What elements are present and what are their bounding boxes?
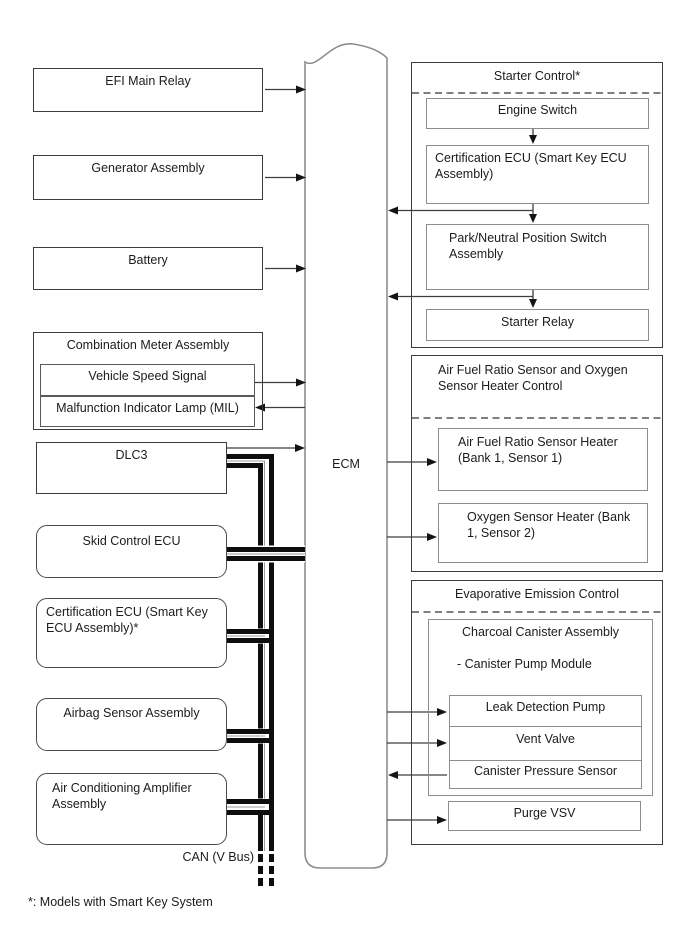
starter-relay-box (426, 309, 649, 341)
certification-ecu-right-box (426, 145, 649, 204)
can-bus-label: CAN (V Bus) (182, 850, 254, 864)
skid-control-ecu-label: Skid Control ECU (82, 534, 181, 548)
ecm-label: ECM (332, 457, 360, 471)
efi-main-relay-label: EFI Main Relay (105, 74, 191, 88)
generator-assembly-label: Generator Assembly (91, 161, 205, 175)
park-neutral-switch-box (426, 224, 649, 290)
purge-vsv-label: Purge VSV (513, 806, 576, 820)
engine-switch-label: Engine Switch (497, 103, 578, 117)
purge-vsv-box (448, 801, 641, 831)
engine-switch-box (426, 98, 649, 129)
battery-box (33, 247, 263, 290)
canister-pressure-sensor-label: Canister Pressure Sensor (473, 764, 618, 778)
certification-ecu-left-label: Certification ECU (Smart Key ECU Assembly)* (46, 605, 208, 635)
dlc3-label: DLC3 (115, 448, 148, 462)
charcoal-canister-label: Charcoal Canister Assembly (461, 625, 619, 639)
vent-valve-label: Vent Valve (516, 732, 575, 746)
canister-pressure-sensor-box (450, 760, 641, 790)
certification-ecu-left-box (36, 598, 227, 668)
starter-control-title: Starter Control* (493, 69, 581, 83)
park-neutral-switch-label: Park/Neutral Position Switch Assembly (449, 231, 607, 261)
canister-pump-stack (449, 695, 642, 789)
oxygen-sensor-heater-box (438, 503, 648, 563)
leak-detection-pump-box (450, 696, 641, 726)
vehicle-speed-signal-label: Vehicle Speed Signal (88, 369, 207, 383)
airbag-sensor-assembly-label: Airbag Sensor Assembly (63, 706, 200, 720)
charcoal-canister-box (428, 619, 653, 796)
canister-pump-module-label: - Canister Pump Module (457, 657, 592, 671)
ac-amplifier-assembly-label: Air Conditioning Amplifier Assembly (52, 781, 192, 811)
evap-control-group (411, 580, 663, 845)
battery-label: Battery (128, 253, 168, 267)
ac-amplifier-assembly-box (36, 773, 227, 845)
dlc3-box (36, 442, 227, 494)
mil-box (40, 396, 255, 427)
heater-control-group (411, 355, 663, 572)
leak-detection-pump-label: Leak Detection Pump (485, 700, 606, 714)
oxygen-sensor-heater-label: Oxygen Sensor Heater (Bank 1, Sensor 2) (467, 510, 631, 540)
vehicle-speed-signal-box (40, 364, 255, 396)
afr-sensor-heater-label: Air Fuel Ratio Sensor Heater (Bank 1, Sensor 1) (458, 435, 618, 465)
vent-valve-box (450, 726, 641, 760)
footnote: *: Models with Smart Key System (28, 895, 213, 909)
skid-control-ecu-box (36, 525, 227, 578)
can-bus (227, 454, 305, 886)
heater-control-title: Air Fuel Ratio Sensor and Oxygen Sensor Heater Control (438, 363, 628, 393)
mil-label: Malfunction Indicator Lamp (MIL) (56, 401, 239, 415)
certification-ecu-right-label: Certification ECU (Smart Key ECU Assembly) (435, 151, 627, 181)
can-bus-dashed-continuation (258, 854, 274, 886)
afr-sensor-heater-box (438, 428, 648, 491)
starter-control-group (411, 62, 663, 348)
starter-relay-label: Starter Relay (501, 315, 574, 329)
combination-meter-label: Combination Meter Assembly (66, 338, 230, 352)
evap-control-title: Evaporative Emission Control (455, 587, 619, 601)
efi-main-relay-box (33, 68, 263, 112)
generator-assembly-box (33, 155, 263, 200)
airbag-sensor-assembly-box (36, 698, 227, 751)
